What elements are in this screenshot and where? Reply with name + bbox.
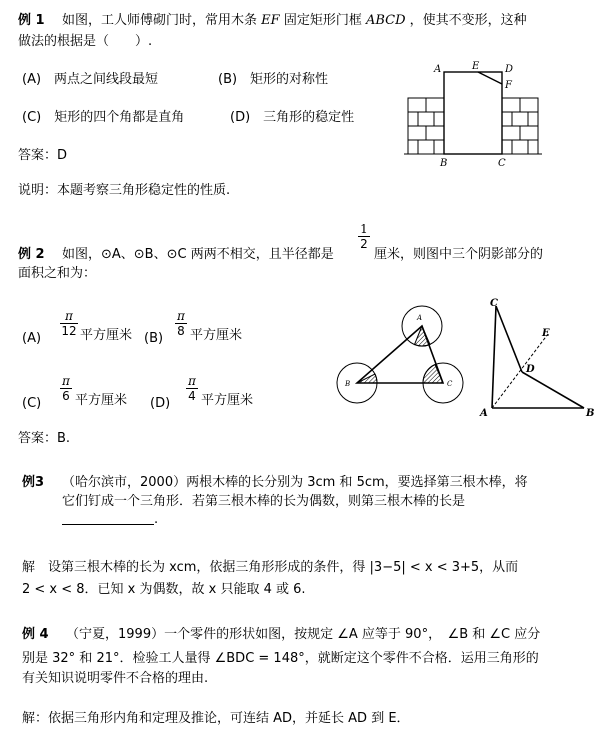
fig2-label-a: A xyxy=(417,314,423,322)
option-b: (B) 矩形的对称性 xyxy=(218,72,329,87)
example-2-question-line-2: 面积之和为： xyxy=(18,266,97,281)
example-3-question-line-2: 它们钉成一个三角形．若第三根木棒的长为偶数，则第三根木棒的长是 xyxy=(62,494,466,509)
answer-blank-line xyxy=(62,512,158,528)
rect-abcd: ABCD xyxy=(365,13,406,28)
option-c-denominator: 6 xyxy=(60,388,72,403)
answer-2: 答案：B. xyxy=(18,431,71,446)
fig1-label-b: B xyxy=(440,158,448,169)
option-a-denominator: 12 xyxy=(61,324,77,338)
example-1-label: 例 1 xyxy=(18,13,45,28)
answer-blank xyxy=(62,512,154,525)
fig2-label-c: C xyxy=(447,380,453,388)
fig3-label-a: A xyxy=(480,408,488,419)
part-shape-figure xyxy=(478,296,596,420)
pi-symbol: π xyxy=(177,309,185,323)
option-d-denominator: 4 xyxy=(186,388,198,403)
example-2-label: 例 2 xyxy=(18,247,45,262)
option-a-fraction xyxy=(60,309,78,338)
solution-4: 解：依据三角形内角和定理及推论，可连结 AD，并延长 AD 到 E． xyxy=(22,711,410,726)
option-a-unit: 平方厘米 xyxy=(80,328,133,343)
option-c: (C) 矩形的四个角都是直角 xyxy=(22,110,185,125)
example-1-question-line-1 xyxy=(62,13,527,29)
option-d-unit: 平方厘米 xyxy=(201,393,254,408)
radius-numerator: 1 xyxy=(360,222,368,236)
blank-period: . xyxy=(154,512,159,527)
radius-fraction xyxy=(358,222,370,251)
fig1-label-e: E xyxy=(472,61,480,72)
fig1-label-a: A xyxy=(434,64,442,75)
door-frame-figure xyxy=(400,58,580,170)
fig3-label-d: D xyxy=(526,364,535,375)
solution-3-line-1: 解 设第三根木棒的长为 xcm，依据三角形形成的条件，得 |3−5| < x < 3+5，从而 xyxy=(22,560,519,575)
example-2-question-line-1b: 厘米，则图中三个阴影部分的 xyxy=(374,247,544,262)
option-d: (D) 三角形的稳定性 xyxy=(230,110,355,125)
radius-denominator: 2 xyxy=(358,236,370,251)
pi-symbol: π xyxy=(65,309,73,323)
option-d-label: (D) xyxy=(150,396,171,411)
option-d-fraction xyxy=(186,374,198,403)
fig1-label-c: C xyxy=(498,158,506,169)
example-1-question-line-2: 做法的根据是（ ）. xyxy=(18,34,153,49)
pi-symbol: π xyxy=(62,374,70,388)
option-a-label: (A) xyxy=(22,331,42,346)
fig3-label-b: B xyxy=(586,408,595,419)
segment-ef: EF xyxy=(261,13,280,28)
option-c-unit: 平方厘米 xyxy=(75,393,128,408)
example-3-question-line-1: （哈尔滨市，2000）两根木棒的长分别为 3cm 和 5cm，要选择第三根木棒，将 xyxy=(62,475,528,490)
three-circles-figure xyxy=(330,298,480,410)
fig3-label-e: E xyxy=(542,328,550,339)
example-3-label: 例3 xyxy=(22,475,45,490)
answer-1: 答案：D xyxy=(18,148,68,163)
q-text: 固定矩形门框 xyxy=(283,13,362,28)
example-2-question-line-1a: 如图，⊙A、⊙B、⊙C 两两不相交，且半径都是 xyxy=(62,247,334,262)
note-1: 说明：本题考察三角形稳定性的性质. xyxy=(18,183,231,198)
option-c-fraction xyxy=(60,374,72,403)
option-b-denominator: 8 xyxy=(175,323,187,338)
q-text: 如图，工人师傅砌门时，常用木条 xyxy=(62,13,258,28)
option-b-unit: 平方厘米 xyxy=(190,328,243,343)
fig2-label-b: B xyxy=(345,380,351,388)
option-c-label: (C) xyxy=(22,396,42,411)
fig1-label-d: D xyxy=(505,64,514,75)
pi-symbol: π xyxy=(188,374,196,388)
solution-3-line-2: 2 < x < 8．已知 x 为偶数，故 x 只能取 4 或 6. xyxy=(22,582,306,597)
example-4-label: 例 4 xyxy=(22,627,49,642)
q-text: ，使其不变形，这种 xyxy=(409,13,527,28)
example-4-question-line-1: （宁夏，1999）一个零件的形状如图，按规定 ∠A 应等于 90°， ∠B 和 ∠C 应分 xyxy=(66,627,541,642)
fig1-label-f: F xyxy=(505,80,512,91)
option-a: (A) 两点之间线段最短 xyxy=(22,72,159,87)
option-b-label: (B) xyxy=(144,331,164,346)
fig3-label-c: C xyxy=(490,298,498,309)
example-4-question-line-3: 有关知识说明零件不合格的理由. xyxy=(22,671,209,686)
example-4-question-line-2: 别是 32° 和 21°．检验工人量得 ∠BDC = 148°，就断定这个零件不合格．运用三角形的 xyxy=(22,651,539,666)
option-b-fraction xyxy=(175,309,187,338)
